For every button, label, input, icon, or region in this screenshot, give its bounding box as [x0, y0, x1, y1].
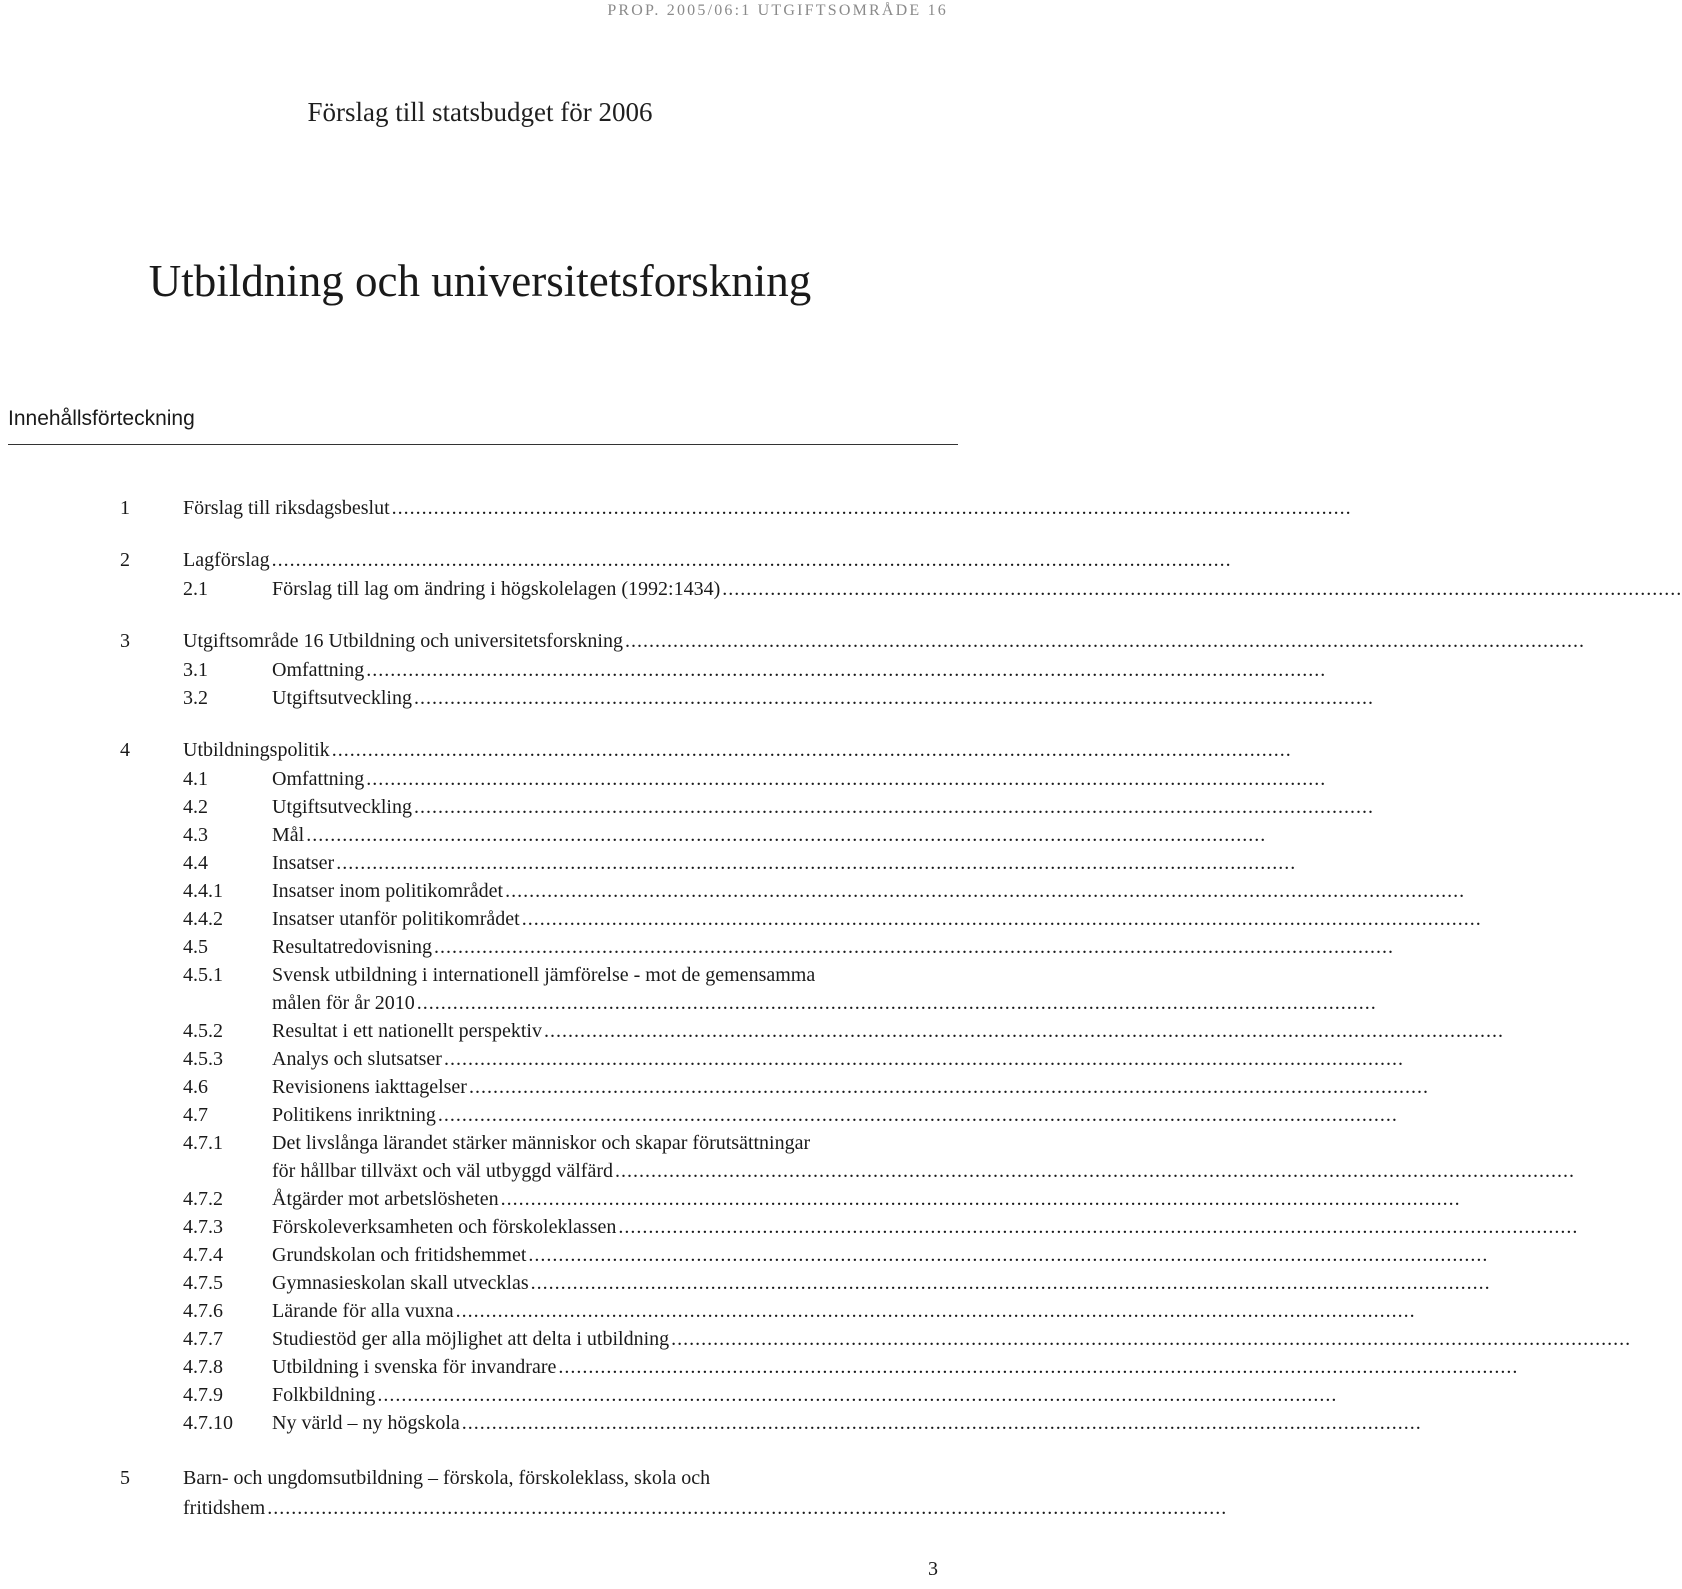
toc-entry-title: Revisionens iakttagelser [272, 1076, 467, 1098]
dot-leader: ................................................................................................................................................................ [267, 1497, 1228, 1519]
dot-leader: ................................................................................................................................................................ [416, 992, 1377, 1014]
toc-entry-first-line [120, 1465, 130, 1491]
dot-leader: ................................................................................................................................................................ [722, 578, 1682, 600]
toc-entry-number: 4.7.3 [183, 1216, 223, 1238]
toc-entry-title: Utgiftsområde 16 Utbildning och universitetsforskning [183, 630, 623, 652]
dot-leader: ................................................................................................................................................................ [331, 739, 1292, 761]
toc-entry-title: Förslag till lag om ändring i högskolelagen (1992:1434) [272, 578, 721, 600]
toc-entry-title: Studiestöd ger alla möjlighet att delta i utbildning [272, 1328, 670, 1350]
toc-entry-number: 4 [120, 739, 130, 761]
toc-entry-title-continued: fritidshem [183, 1497, 266, 1519]
toc-entry-title: Förslag till riksdagsbeslut [183, 497, 390, 519]
running-header: PROP. 2005/06:1 UTGIFTSOMRÅDE 16 [607, 2, 948, 19]
toc-entry-title: Lagförslag [183, 549, 270, 571]
toc-entry-number: 4.7.2 [183, 1188, 223, 1210]
toc-entry-title: Lärande för alla vuxna [272, 1300, 454, 1322]
toc-entry-number: 4.5 [183, 936, 208, 958]
dot-leader: ................................................................................................................................................................ [505, 880, 1466, 902]
toc-entry-title: Resultatredovisning [272, 936, 432, 958]
dot-leader: ................................................................................................................................................................ [391, 497, 1352, 519]
toc-entry-title-first-line[interactable]: Det livslånga lärandet stärker människor och skapar förutsättningar [272, 1132, 811, 1154]
dot-leader: ................................................................................................................................................................ [413, 796, 1374, 818]
toc-entry-number: 4.7.8 [183, 1356, 223, 1378]
toc-entry-title: Insatser inom politikområdet [272, 880, 504, 902]
dot-leader: ................................................................................................................................................................ [306, 824, 1267, 846]
dot-leader: ................................................................................................................................................................ [558, 1356, 1519, 1378]
dot-leader: ................................................................................................................................................................ [500, 1188, 1461, 1210]
dot-leader: ................................................................................................................................................................ [433, 936, 1394, 958]
toc-entry-title: Omfattning [272, 659, 365, 681]
dot-leader: ................................................................................................................................................................ [413, 687, 1374, 709]
toc-entry-number: 4.7.1 [183, 1132, 223, 1154]
toc-entry-first-line [183, 962, 223, 988]
dot-leader: ................................................................................................................................................................ [528, 1244, 1489, 1266]
dot-leader: ................................................................................................................................................................ [437, 1104, 1398, 1126]
toc-entry-title: Utgiftsutveckling [272, 687, 412, 709]
dot-leader: ................................................................................................................................................................ [366, 768, 1327, 790]
dot-leader: ................................................................................................................................................................ [468, 1076, 1429, 1098]
toc-entry-number: 4.7.7 [183, 1328, 223, 1350]
toc-entry-number: 5 [120, 1467, 130, 1489]
dot-leader: ................................................................................................................................................................ [366, 659, 1327, 681]
toc-entry-number: 4.7.4 [183, 1244, 223, 1266]
toc-entry-title: Insatser utanför politikområdet [272, 908, 520, 930]
toc-entry-title: Gymnasieskolan skall utvecklas [272, 1272, 529, 1294]
dot-leader: ................................................................................................................................................................ [336, 852, 1297, 874]
toc-entry-number: 4.4 [183, 852, 208, 874]
proposal-title: Förslag till statsbudget för 2006 [307, 97, 653, 127]
toc-entry-number: 2.1 [183, 578, 208, 600]
toc-entry-number: 4.3 [183, 824, 208, 846]
toc-entry-title: Politikens inriktning [272, 1104, 436, 1126]
toc-entry-number: 4.5.1 [183, 964, 223, 986]
dot-leader: ................................................................................................................................................................ [521, 908, 1482, 930]
toc-entry-number: 4.5.2 [183, 1020, 223, 1042]
page-number: 3 [928, 1558, 938, 1580]
toc-entry-title: Förskoleverksamheten och förskoleklassen [272, 1216, 617, 1238]
toc-entry-number: 4.7.10 [183, 1412, 233, 1434]
toc-entry-number: 4.4.1 [183, 880, 223, 902]
toc-entry-title: Åtgärder mot arbetslösheten [272, 1188, 499, 1210]
toc-entry-number: 4.7.6 [183, 1300, 223, 1322]
toc-entry-number: 4.2 [183, 796, 208, 818]
toc-entry-number: 4.7 [183, 1104, 208, 1126]
toc-entry-title: Grundskolan och fritidshemmet [272, 1244, 527, 1266]
toc-entry-number: 4.7.5 [183, 1272, 223, 1294]
dot-leader: ................................................................................................................................................................ [461, 1412, 1422, 1434]
toc-entry-number: 3 [120, 630, 130, 652]
toc-entry-title: Utbildningspolitik [183, 739, 330, 761]
dot-leader: ................................................................................................................................................................ [618, 1216, 1579, 1238]
toc-entry-number: 1 [120, 497, 130, 519]
toc-entry-title-continued: målen för år 2010 [272, 992, 415, 1014]
toc-entry-number: 4.1 [183, 768, 208, 790]
dot-leader: ................................................................................................................................................................ [443, 1048, 1404, 1070]
toc-entry-title-first-line[interactable]: Svensk utbildning i internationell jämförelse - mot de gemensamma [272, 964, 816, 986]
toc-entry-title: Analys och slutsatser [272, 1048, 442, 1070]
dot-leader: ................................................................................................................................................................ [377, 1384, 1338, 1406]
toc-entry-number: 4.7.9 [183, 1384, 223, 1406]
toc-entry-number: 3.2 [183, 687, 208, 709]
toc-entry-title: Folkbildning [272, 1384, 376, 1406]
toc-entry-first-line [183, 1130, 223, 1156]
dot-leader: ................................................................................................................................................................ [530, 1272, 1491, 1294]
toc-entry-title: Ny värld – ny högskola [272, 1412, 460, 1434]
toc-entry-title: Omfattning [272, 768, 365, 790]
toc-entry-title: Resultat i ett nationellt perspektiv [272, 1020, 542, 1042]
toc-entry-title: Utgiftsutveckling [272, 796, 412, 818]
dot-leader: ................................................................................................................................................................ [455, 1300, 1416, 1322]
toc-entry-title-continued: för hållbar tillväxt och väl utbyggd välfärd [272, 1160, 614, 1182]
toc-entry-title: Mål [272, 824, 305, 846]
dot-leader: ................................................................................................................................................................ [271, 549, 1232, 571]
dot-leader: ................................................................................................................................................................ [615, 1160, 1576, 1182]
toc-entry-title-first-line[interactable]: Barn- och ungdomsutbildning – förskola, förskoleklass, skola och [183, 1467, 711, 1489]
dot-leader: ................................................................................................................................................................ [624, 630, 1585, 652]
toc-entry-title: Utbildning i svenska för invandrare [272, 1356, 557, 1378]
toc-entry-title: Insatser [272, 852, 335, 874]
dot-leader: ................................................................................................................................................................ [543, 1020, 1504, 1042]
toc-entry-number: 3.1 [183, 659, 208, 681]
toc-entry-number: 2 [120, 549, 130, 571]
page-title: Utbildning och universitetsforskning [148, 256, 812, 306]
toc-entry-number: 4.4.2 [183, 908, 223, 930]
toc-heading: Innehållsförteckning [8, 407, 195, 430]
toc-entry-number: 4.5.3 [183, 1048, 223, 1070]
toc-entry-number: 4.6 [183, 1076, 208, 1098]
dot-leader: ................................................................................................................................................................ [671, 1328, 1632, 1350]
